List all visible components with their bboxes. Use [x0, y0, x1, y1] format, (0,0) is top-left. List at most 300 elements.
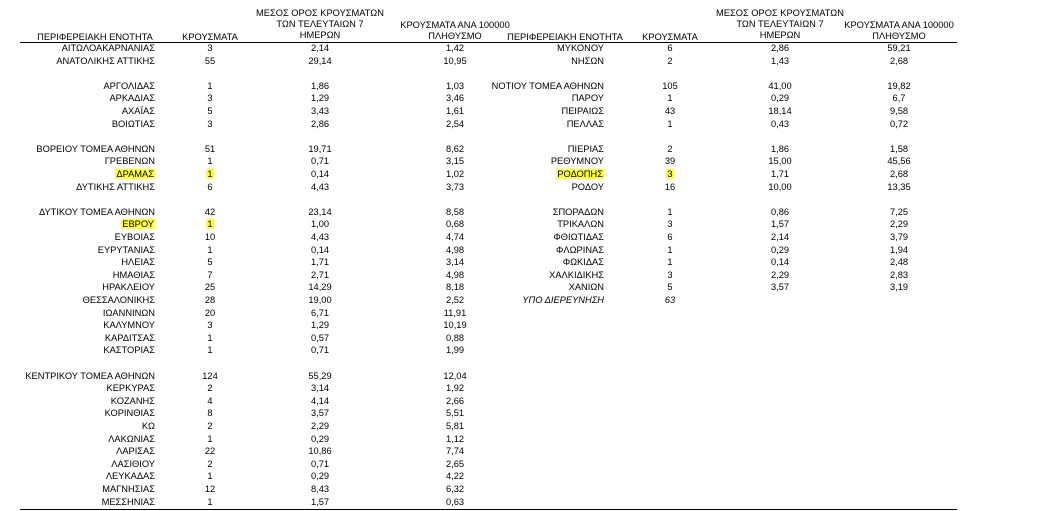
cases-value-text: 7 — [207, 269, 213, 280]
region-name-text: ΛΑΚΩΝΙΑΣ — [108, 433, 155, 444]
avg7-value — [245, 382, 395, 394]
avg7-value — [245, 420, 395, 432]
region-name-text: ΚΑΛΥΜΝΟΥ — [103, 320, 155, 331]
per100k-value — [834, 80, 964, 92]
region-name — [0, 307, 155, 319]
cases-value-text: 3 — [207, 43, 213, 53]
region-name-text: ΕΥΒΟΙΑΣ — [114, 232, 155, 242]
region-name — [440, 118, 604, 130]
avg7-value-text: 18,14 — [768, 106, 792, 116]
per100k-value-text: 2,66 — [445, 395, 465, 406]
per100k-value-text: 2,65 — [445, 458, 465, 469]
avg7-value — [245, 458, 395, 470]
avg7-value — [245, 168, 395, 180]
per100k-value-text: 6,32 — [445, 484, 465, 494]
per100k-value — [385, 370, 525, 382]
per100k-value — [385, 332, 525, 344]
avg7-value — [245, 269, 395, 281]
cases-value-text: 1 — [207, 433, 213, 444]
cases-value-text: 5 — [207, 106, 213, 116]
avg7-value — [245, 155, 395, 167]
avg7-value-text: 6,71 — [310, 307, 330, 318]
per100k-value-text: 3,46 — [445, 93, 465, 104]
under-investigation-label — [440, 294, 604, 306]
avg7-value-text: 0,57 — [310, 332, 330, 343]
region-name — [440, 181, 604, 193]
avg7-value — [705, 80, 855, 92]
avg7-value — [705, 55, 855, 67]
per100k-value — [834, 206, 964, 218]
per100k-value — [385, 407, 525, 419]
region-name-text: ΚΟΡΙΝΘΙΑΣ — [104, 408, 155, 419]
region-name — [440, 80, 604, 92]
per100k-value-text: 0,88 — [445, 332, 465, 343]
region-name-text: ΜΥΚΟΝΟΥ — [557, 43, 604, 53]
cases-value — [170, 256, 250, 268]
cases-value-text: 2 — [667, 55, 673, 66]
region-name-text: ΔΡΑΜΑΣ — [116, 169, 154, 179]
region-name — [0, 382, 155, 394]
cases-value-text: 1 — [667, 244, 673, 255]
cases-value-text: 22 — [204, 446, 216, 457]
avg7-value-text: 2,86 — [310, 118, 330, 129]
region-name-text: ΚΩ — [141, 421, 155, 431]
avg7-value-text: 2,29 — [310, 421, 330, 431]
per100k-value — [385, 420, 525, 432]
cases-value — [170, 445, 250, 457]
avg7-value — [245, 105, 395, 117]
cases-value — [170, 344, 250, 356]
region-name-text: ΗΡΑΚΛΕΙΟΥ — [102, 282, 155, 293]
avg7-value-text: 0,29 — [770, 93, 790, 104]
region-name — [440, 281, 604, 293]
per100k-value — [834, 155, 964, 167]
region-name-text: ΑΧΑΪΑΣ — [121, 106, 155, 116]
cases-value-text: 1 — [667, 118, 673, 129]
region-name-text: ΗΜΑΘΙΑΣ — [112, 269, 155, 280]
region-name-text: ΠΙΕΡΙΑΣ — [567, 143, 604, 154]
per100k-value-text: 2,52 — [445, 295, 465, 305]
region-name-text: ΚΕΝΤΡΙΚΟΥ ΤΟΜΕΑ ΑΘΗΝΩΝ — [25, 370, 155, 381]
per100k-value-text: 8,62 — [445, 143, 465, 154]
cases-value-text: 20 — [204, 307, 216, 318]
avg7-value — [245, 281, 395, 293]
per100k-value-text: 10,19 — [443, 320, 467, 331]
cases-value-text: 1 — [207, 169, 213, 179]
cases-value — [170, 269, 250, 281]
region-name — [440, 42, 604, 54]
avg7-value — [705, 155, 855, 167]
per100k-value-text: 2,83 — [889, 269, 909, 280]
avg7-value-text: 0,14 — [310, 169, 330, 179]
per100k-value-text: 45,56 — [887, 156, 911, 167]
cases-value — [170, 281, 250, 293]
per100k-value-text: 2,48 — [889, 257, 909, 268]
cases-value — [630, 92, 710, 104]
right-header-cases: ΚΡΟΥΣΜΑΤΑ — [642, 32, 698, 42]
region-name-text: ΣΠΟΡΑΔΩΝ — [552, 206, 604, 217]
per100k-value-text: 0,68 — [445, 219, 465, 230]
region-name-text: ΠΕΙΡΑΙΩΣ — [561, 106, 604, 116]
region-name — [0, 80, 155, 92]
cases-value-text: 1 — [667, 93, 673, 104]
region-name — [440, 231, 604, 243]
region-name — [440, 256, 604, 268]
per100k-value-text: 13,35 — [887, 181, 911, 192]
cases-value-text: 1 — [207, 332, 213, 343]
cases-value-text: 1 — [207, 156, 213, 167]
avg7-value-text: 0,29 — [310, 471, 330, 482]
per100k-value-text: 3,79 — [889, 232, 909, 242]
avg7-value — [245, 80, 395, 92]
region-name — [0, 155, 155, 167]
region-name — [0, 370, 155, 382]
per100k-value-text: 4,98 — [445, 269, 465, 280]
per100k-value-text: 4,98 — [445, 244, 465, 255]
left-header-avg7: ΜΕΣΟΣ ΟΡΟΣ ΚΡΟΥΣΜΑΤΩΝ ΤΩΝ ΤΕΛΕΥΤΑΙΩΝ 7 ΗΜΕΡΩΝ — [256, 8, 384, 40]
per100k-value — [385, 344, 525, 356]
avg7-value — [245, 92, 395, 104]
cases-value — [170, 244, 250, 256]
cases-value-text: 2 — [207, 458, 213, 469]
region-name — [0, 256, 155, 268]
cases-value — [170, 206, 250, 218]
avg7-value — [245, 483, 395, 495]
avg7-value-text: 14,29 — [308, 282, 332, 293]
cases-value — [170, 407, 250, 419]
per100k-value — [385, 319, 525, 331]
per100k-value-text: 1,99 — [445, 345, 465, 356]
per100k-value — [385, 433, 525, 445]
per100k-value — [385, 307, 525, 319]
avg7-value — [245, 294, 395, 306]
cases-value — [630, 231, 710, 243]
avg7-value — [705, 181, 855, 193]
per100k-value — [834, 168, 964, 180]
left-header-region: ΠΕΡΙΦΕΡΕΙΑΚΗ ΕΝΟΤΗΤΑ — [37, 32, 153, 42]
avg7-value-text: 0,14 — [770, 257, 790, 268]
per100k-value-text: 2,29 — [889, 219, 909, 230]
cases-value-text: 2 — [207, 383, 213, 394]
cases-value — [170, 319, 250, 331]
avg7-value — [705, 281, 855, 293]
avg7-value-text: 1,29 — [310, 93, 330, 104]
per100k-value-text: 1,02 — [445, 169, 465, 179]
avg7-value — [245, 244, 395, 256]
region-name-text: ΚΑΣΤΟΡΙΑΣ — [103, 345, 155, 356]
avg7-value — [705, 118, 855, 130]
avg7-value — [705, 256, 855, 268]
avg7-value-text: 19,71 — [308, 143, 332, 154]
cases-value — [170, 143, 250, 155]
cases-value — [170, 496, 250, 508]
per100k-value — [385, 382, 525, 394]
avg7-value-text: 1,57 — [770, 219, 790, 230]
region-name-text: ΛΕΥΚΑΔΑΣ — [105, 471, 155, 482]
per100k-value — [834, 42, 964, 54]
per100k-value-text: 19,82 — [887, 80, 911, 91]
per100k-value-text: 7,25 — [889, 206, 909, 217]
cases-value — [170, 181, 250, 193]
right-header-per100k: ΚΡΟΥΣΜΑΤΑ ΑΝΑ 100000 ΠΛΗΘΥΣΜΟ — [844, 20, 954, 41]
avg7-value-text: 19,00 — [308, 295, 332, 305]
cases-value-text: 16 — [664, 181, 676, 192]
avg7-value-text: 3,14 — [310, 383, 330, 394]
avg7-value-text: 0,71 — [310, 458, 330, 469]
cases-value-text: 6 — [667, 232, 673, 242]
avg7-value-text: 29,14 — [308, 55, 332, 66]
avg7-value-text: 4,14 — [310, 395, 330, 406]
region-name — [440, 143, 604, 155]
region-name — [0, 218, 155, 230]
avg7-value — [245, 181, 395, 193]
cases-value-text: 25 — [204, 282, 216, 293]
cases-value-text: 3 — [207, 93, 213, 104]
under-investigation-cases — [630, 294, 710, 306]
cases-value-text: 51 — [204, 143, 216, 154]
per100k-value-text: 1,94 — [889, 244, 909, 255]
region-name — [440, 206, 604, 218]
per100k-value — [385, 445, 525, 457]
cases-value — [630, 143, 710, 155]
region-name — [0, 496, 155, 508]
region-name — [0, 294, 155, 306]
cases-value — [630, 206, 710, 218]
per100k-value — [834, 231, 964, 243]
avg7-value — [245, 332, 395, 344]
region-name-text: ΠΑΡΟΥ — [571, 93, 604, 104]
per100k-value-text: 11,91 — [443, 307, 467, 318]
avg7-value — [245, 395, 395, 407]
cases-value-text: 124 — [202, 370, 218, 381]
avg7-value-text: 0,29 — [310, 433, 330, 444]
region-name-text: ΚΕΡΚΥΡΑΣ — [106, 383, 155, 394]
region-name — [0, 92, 155, 104]
cases-value — [170, 55, 250, 67]
cases-value-text: 5 — [207, 257, 213, 268]
region-name — [0, 105, 155, 117]
avg7-value-text: 1,00 — [310, 219, 330, 230]
per100k-value-text: 1,42 — [445, 43, 465, 53]
avg7-value — [245, 407, 395, 419]
cases-value — [630, 80, 710, 92]
per100k-value-text: 12,04 — [443, 370, 467, 381]
avg7-value — [245, 496, 395, 508]
region-name-text: ΚΟΖΑΝΗΣ — [110, 395, 155, 406]
cases-value — [630, 218, 710, 230]
per100k-value-text: 10,95 — [443, 55, 467, 66]
cases-value — [170, 42, 250, 54]
region-name-text: ΡΟΔΟΥ — [571, 181, 604, 192]
avg7-value — [245, 231, 395, 243]
avg7-value — [245, 307, 395, 319]
avg7-value — [245, 218, 395, 230]
cases-value — [170, 294, 250, 306]
region-name-text: ΛΑΣΙΘΙΟΥ — [111, 458, 155, 469]
cases-value — [170, 218, 250, 230]
region-name — [0, 445, 155, 457]
avg7-value — [705, 105, 855, 117]
avg7-value-text: 1,43 — [770, 55, 790, 66]
region-name-text: ΠΕΛΛΑΣ — [566, 118, 604, 129]
avg7-value-text: 0,71 — [310, 345, 330, 356]
cases-value-text: 1 — [207, 80, 213, 91]
cases-value-text: 1 — [207, 345, 213, 356]
cases-value — [630, 181, 710, 193]
avg7-value-text: 10,00 — [768, 181, 792, 192]
cases-value — [170, 168, 250, 180]
region-name-text: ΝΗΣΩΝ — [571, 55, 604, 66]
cases-value — [630, 256, 710, 268]
cases-value — [170, 332, 250, 344]
region-name-text: ΦΩΚΙΔΑΣ — [562, 257, 604, 268]
region-name-text: ΓΡΕΒΕΝΩΝ — [104, 156, 155, 167]
cases-value — [170, 382, 250, 394]
per100k-value — [385, 483, 525, 495]
region-name-text: ΦΘΙΩΤΙΔΑΣ — [553, 232, 604, 242]
avg7-value-text: 4,43 — [310, 181, 330, 192]
per100k-value-text: 3,14 — [445, 257, 465, 268]
per100k-value-text: 2,68 — [889, 55, 909, 66]
per100k-value — [834, 55, 964, 67]
cases-value-text: 8 — [207, 408, 213, 419]
cases-value-text: 1 — [667, 257, 673, 268]
region-name-text: ΑΙΤΩΛΟΑΚΑΡΝΑΝΙΑΣ — [61, 43, 155, 53]
per100k-value-text: 5,81 — [445, 421, 465, 431]
per100k-value-text: 1,58 — [889, 143, 909, 154]
region-name — [0, 483, 155, 495]
region-name — [0, 231, 155, 243]
per100k-value — [834, 244, 964, 256]
cases-value-text: 28 — [204, 295, 216, 305]
avg7-value-text: 2,29 — [770, 269, 790, 280]
cases-value-text: 1 — [667, 206, 673, 217]
region-name — [0, 319, 155, 331]
region-name — [440, 244, 604, 256]
per100k-value-text: 2,54 — [445, 118, 465, 129]
region-name-text: ΜΕΣΣΗΝΙΑΣ — [101, 496, 155, 507]
cases-value-text: 43 — [664, 106, 676, 116]
cases-value — [170, 395, 250, 407]
cases-value — [170, 370, 250, 382]
cases-value — [170, 155, 250, 167]
avg7-value-text: 0,29 — [770, 244, 790, 255]
cases-value-text: 3 — [667, 219, 673, 230]
cases-value-text: 1 — [207, 496, 213, 507]
avg7-value-text: 2,14 — [770, 232, 790, 242]
region-name — [0, 433, 155, 445]
cases-value — [170, 483, 250, 495]
cases-value-text: 2 — [207, 421, 213, 431]
avg7-value-text: 1,71 — [310, 257, 330, 268]
per100k-value-text: 4,22 — [445, 471, 465, 482]
cases-value — [630, 244, 710, 256]
cases-value-text: 3 — [207, 320, 213, 331]
cases-value-text: 6 — [667, 43, 673, 53]
avg7-value — [705, 244, 855, 256]
region-name-text: ΔΥΤΙΚΗΣ ΑΤΤΙΚΗΣ — [76, 181, 155, 192]
per100k-value — [834, 269, 964, 281]
avg7-value — [245, 319, 395, 331]
cases-value — [170, 470, 250, 482]
region-name — [0, 395, 155, 407]
per100k-value — [834, 92, 964, 104]
avg7-value-text: 1,57 — [310, 496, 330, 507]
cases-value — [630, 281, 710, 293]
avg7-value — [245, 256, 395, 268]
avg7-value — [705, 42, 855, 54]
per100k-value — [834, 118, 964, 130]
cases-value-text: 1 — [207, 471, 213, 482]
avg7-value — [245, 42, 395, 54]
region-name-text: ΡΕΘΥΜΝΟΥ — [550, 156, 604, 167]
avg7-value — [245, 143, 395, 155]
per100k-value — [834, 218, 964, 230]
per100k-value-text: 8,18 — [445, 282, 465, 293]
avg7-value-text: 1,29 — [310, 320, 330, 331]
cases-value-text: 1 — [207, 219, 213, 230]
region-name-text: ΝΟΤΙΟΥ ΤΟΜΕΑ ΑΘΗΝΩΝ — [491, 80, 604, 91]
per100k-value-text: 3,19 — [889, 282, 909, 293]
avg7-value — [705, 168, 855, 180]
per100k-value-text: 0,72 — [889, 118, 909, 129]
cases-value — [170, 420, 250, 432]
avg7-value — [245, 470, 395, 482]
avg7-value — [705, 92, 855, 104]
avg7-value-text: 1,71 — [770, 169, 790, 179]
per100k-value-text: 1,61 — [445, 106, 465, 116]
cases-value — [170, 307, 250, 319]
bottom-rule — [20, 509, 957, 510]
region-name — [440, 218, 604, 230]
region-name-text: ΧΑΝΙΩΝ — [568, 282, 604, 293]
cases-value — [170, 80, 250, 92]
cases-value-text: 3 — [667, 269, 673, 280]
per100k-value-text: 4,74 — [445, 232, 465, 242]
avg7-value-text: 4,43 — [310, 232, 330, 242]
region-name — [440, 155, 604, 167]
region-name-text: ΕΒΡΟΥ — [122, 219, 154, 230]
region-name — [0, 332, 155, 344]
region-name-text: ΙΩΑΝΝΙΝΩΝ — [102, 307, 155, 318]
region-name — [0, 344, 155, 356]
cases-value-text: 1 — [207, 244, 213, 255]
region-name — [0, 458, 155, 470]
per100k-value — [385, 496, 525, 508]
avg7-value — [245, 445, 395, 457]
cases-value-text: 4 — [207, 395, 213, 406]
region-name-text: ΗΛΕΙΑΣ — [121, 257, 155, 268]
cases-value — [170, 433, 250, 445]
avg7-value — [245, 370, 395, 382]
left-header-per100k: ΚΡΟΥΣΜΑΤΑ ΑΝΑ 100000 ΠΛΗΘΥΣΜΟ — [400, 20, 510, 41]
per100k-value-text: 9,58 — [889, 106, 909, 116]
per100k-value-text: 59,21 — [887, 43, 911, 53]
cases-value — [170, 231, 250, 243]
cases-value — [630, 118, 710, 130]
avg7-value-text: 1,86 — [310, 80, 330, 91]
avg7-value — [705, 269, 855, 281]
region-name-text: ΧΑΛΚΙΔΙΚΗΣ — [549, 269, 604, 280]
cases-value — [630, 168, 710, 180]
avg7-value-text: 10,86 — [308, 446, 332, 457]
avg7-value-text: 0,14 — [310, 244, 330, 255]
per100k-value-text: 3,73 — [445, 181, 465, 192]
cases-value-text: 12 — [204, 484, 216, 494]
under-investigation-cases-text: 63 — [664, 295, 676, 305]
per100k-value — [834, 256, 964, 268]
region-name-text: ΦΛΩΡΙΝΑΣ — [555, 244, 604, 255]
